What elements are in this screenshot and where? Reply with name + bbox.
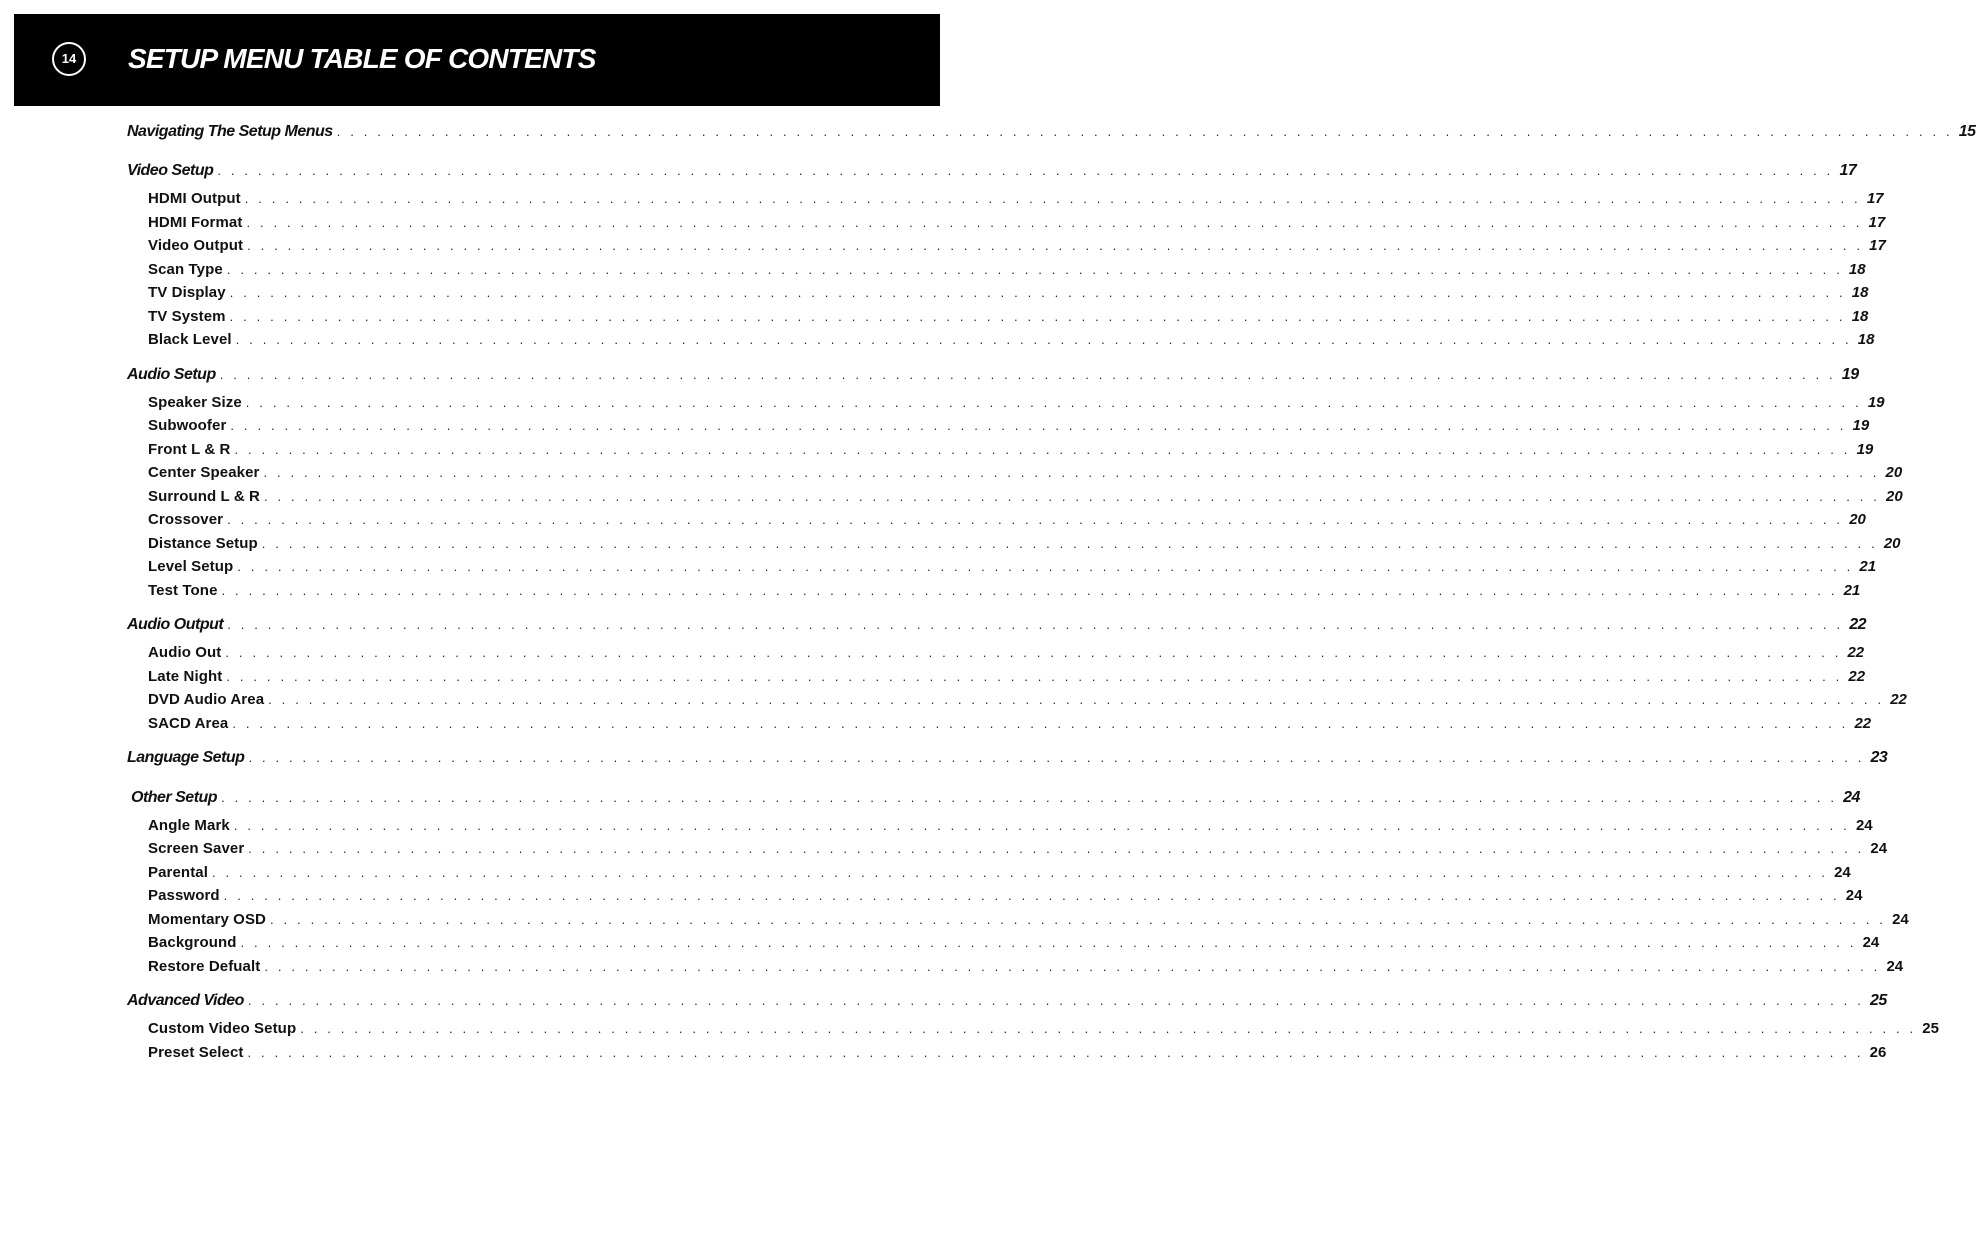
toc-entry-label: Background xyxy=(148,934,237,951)
toc-entry-page-number: 20 xyxy=(1885,464,1903,481)
toc-entry-front-l-r xyxy=(148,441,1874,463)
toc-entry-test-tone xyxy=(148,582,1861,604)
toc-entry-page-number: 24 xyxy=(1855,817,1873,834)
toc-entry-page-number: 19 xyxy=(1852,417,1870,434)
toc-entry-sacd-area xyxy=(148,715,1872,737)
toc-entry-label: Scan Type xyxy=(148,261,223,278)
dot-leader: . . . . . . . . . . . . . . . . . . . . . . . . . . . . . . . . . . . . . . . . . . . . . . . . . . . . . . . . . . . . . . . . . . . . . . . . . . . . . . . . . . . . . . . . . . . . . . . . . . . . . . . . . . . . . . . . . . . . . . . . xyxy=(219,367,1836,382)
toc-entry-label: Crossover xyxy=(148,511,224,528)
toc-entry-label: Advanced Video xyxy=(127,992,244,1009)
toc-entry-label: Center Speaker xyxy=(148,464,260,481)
dot-leader: . . . . . . . . . . . . . . . . . . . . . . . . . . . . . . . . . . . . . . . . . . . . . . . . . . . . . . . . . . . . . . . . . . . . . . . . . . . . . . . . . . . . . . . . . . . . . . . . . . . . . . . . . . . . . . . . . . . . . . . . xyxy=(246,215,1863,230)
toc-entry-page-number: 17 xyxy=(1868,214,1886,231)
toc-entry-label: Distance Setup xyxy=(148,535,258,552)
toc-entry-dvd-audio-area xyxy=(148,691,1907,713)
dot-leader: . . . . . . . . . . . . . . . . . . . . . . . . . . . . . . . . . . . . . . . . . . . . . . . . . . . . . . . . . . . . . . . . . . . . . . . . . . . . . . . . . . . . . . . . . . . . . . . . . . . . . . . . . . . . . . . . . . . . . . . . xyxy=(229,309,1846,324)
dot-leader: . . . . . . . . . . . . . . . . . . . . . . . . . . . . . . . . . . . . . . . . . . . . . . . . . . . . . . . . . . . . . . . . . . . . . . . . . . . . . . . . . . . . . . . . . . . . . . . . . . . . . . . . . . . . . . . . . . . . . . . . xyxy=(221,583,1838,598)
dot-leader: . . . . . . . . . . . . . . . . . . . . . . . . . . . . . . . . . . . . . . . . . . . . . . . . . . . . . . . . . . . . . . . . . . . . . . . . . . . . . . . . . . . . . . . . . . . . . . . . . . . . . . . . . . . . . . . . . . . . . . . . xyxy=(234,442,1851,457)
dot-leader: . . . . . . . . . . . . . . . . . . . . . . . . . . . . . . . . . . . . . . . . . . . . . . . . . . . . . . . . . . . . . . . . . . . . . . . . . . . . . . . . . . . . . . . . . . . . . . . . . . . . . . . . . . . . . . . . . . . . . . . . xyxy=(245,395,1862,410)
toc-entry-page-number: 18 xyxy=(1848,261,1866,278)
dot-leader: . . . . . . . . . . . . . . . . . . . . . . . . . . . . . . . . . . . . . . . . . . . . . . . . . . . . . . . . . . . . . . . . . . . . . . . . . . . . . . . . . . . . . . . . . . . . . . . . . . . . . . . . . . . . . . . . . . . . . . . . xyxy=(247,993,1864,1008)
toc-entry-page-number: 25 xyxy=(1922,1020,1939,1037)
toc-entry-video-output xyxy=(148,237,1886,259)
dot-leader: . . . . . . . . . . . . . . . . . . . . . . . . . . . . . . . . . . . . . . . . . . . . . . . . . . . . . . . . . . . . . . . . . . . . . . . . . . . . . . . . . . . . . . . . . . . . . . . . . . . . . . . . . . . . . . . . . . . . . . . . xyxy=(261,536,1878,551)
toc-entry-page-number: 17 xyxy=(1866,190,1884,207)
toc-entry-page-number: 19 xyxy=(1841,366,1859,383)
toc-entry-label: Front L & R xyxy=(148,441,231,458)
toc-entry-page-number: 18 xyxy=(1851,308,1869,325)
toc-entry-page-number: 19 xyxy=(1856,441,1874,458)
toc-entry-page-number: 22 xyxy=(1890,691,1907,708)
toc-entry-page-number: 24 xyxy=(1834,864,1851,881)
dot-leader: . . . . . . . . . . . . . . . . . . . . . . . . . . . . . . . . . . . . . . . . . . . . . . . . . . . . . . . . . . . . . . . . . . . . . . . . . . . . . . . . . . . . . . . . . . . . . . . . . . . . . . . . . . . . . . . . . . . . . . . . xyxy=(268,692,1885,707)
dot-leader: . . . . . . . . . . . . . . . . . . . . . . . . . . . . . . . . . . . . . . . . . . . . . . . . . . . . . . . . . . . . . . . . . . . . . . . . . . . . . . . . . . . . . . . . . . . . . . . . . . . . . . . . . . . . . . . . . . . . . . . . xyxy=(225,645,1842,660)
toc-entry-label: Custom Video Setup xyxy=(148,1020,297,1037)
toc-entry-page-number: 24 xyxy=(1845,887,1863,904)
toc-entry-label: Video Output xyxy=(148,237,244,254)
toc-entry-background xyxy=(148,934,1880,956)
dot-leader: . . . . . . . . . . . . . . . . . . . . . . . . . . . . . . . . . . . . . . . . . . . . . . . . . . . . . . . . . . . . . . . . . . . . . . . . . . . . . . . . . . . . . . . . . . . . . . . . . . . . . . . . . . . . . . . . . . . . . . . . xyxy=(217,163,1834,178)
toc-entry-page-number: 21 xyxy=(1843,582,1861,599)
toc-entry-label: Screen Saver xyxy=(148,840,245,857)
toc-entry-subwoofer xyxy=(148,417,1870,439)
toc-entry-label: Angle Mark xyxy=(148,817,230,834)
dot-leader: . . . . . . . . . . . . . . . . . . . . . . . . . . . . . . . . . . . . . . . . . . . . . . . . . . . . . . . . . . . . . . . . . . . . . . . . . . . . . . . . . . . . . . . . . . . . . . . . . . . . . . . . . . . . . . . . . . . . . . . . xyxy=(247,238,1864,253)
dot-leader: . . . . . . . . . . . . . . . . . . . . . . . . . . . . . . . . . . . . . . . . . . . . . . . . . . . . . . . . . . . . . . . . . . . . . . . . . . . . . . . . . . . . . . . . . . . . . . . . . . . . . . . . . . . . . . . . . . . . . . . . xyxy=(248,750,1865,765)
toc-entry-label: Test Tone xyxy=(148,582,218,599)
toc-entry-page-number: 22 xyxy=(1847,644,1865,661)
toc-entry-crossover xyxy=(148,511,1866,533)
toc-entry-page-number: 17 xyxy=(1839,162,1857,179)
dot-leader: . . . . . . . . . . . . . . . . . . . . . . . . . . . . . . . . . . . . . . . . . . . . . . . . . . . . . . . . . . . . . . . . . . . . . . . . . . . . . . . . . . . . . . . . . . . . . . . . . . . . . . . . . . . . . . . . . . . . . . . . xyxy=(247,1045,1864,1060)
toc-entry-center-speaker xyxy=(148,464,1903,486)
toc-entry-page-number: 20 xyxy=(1883,535,1901,552)
toc-entry-page-number: 19 xyxy=(1867,394,1885,411)
toc-entry-surround-l-r xyxy=(148,488,1903,510)
toc-entry-label: Restore Defualt xyxy=(148,958,261,975)
dot-leader: . . . . . . . . . . . . . . . . . . . . . . . . . . . . . . . . . . . . . . . . . . . . . . . . . . . . . . . . . . . . . . . . . . . . . . . . . . . . . . . . . . . . . . . . . . . . . . . . . . . . . . . . . . . . . . . . . . . . . . . . xyxy=(221,790,1838,805)
dot-leader: . . . . . . . . . . . . . . . . . . . . . . . . . . . . . . . . . . . . . . . . . . . . . . . . . . . . . . . . . . . . . . . . . . . . . . . . . . . . . . . . . . . . . . . . . . . . . . . . . . . . . . . . . . . . . . . . . . . . . . . . xyxy=(270,912,1887,927)
toc-entry-audio-setup xyxy=(127,366,1859,388)
toc-entry-level-setup xyxy=(148,558,1877,580)
dot-leader: . . . . . . . . . . . . . . . . . . . . . . . . . . . . . . . . . . . . . . . . . . . . . . . . . . . . . . . . . . . . . . . . . . . . . . . . . . . . . . . . . . . . . . . . . . . . . . . . . . . . . . . . . . . . . . . . . . . . . . . . xyxy=(300,1021,1917,1036)
toc-entry-page-number: 17 xyxy=(1869,237,1886,254)
toc-entry-scan-type xyxy=(148,261,1866,283)
toc-entry-page-number: 22 xyxy=(1848,668,1866,685)
dot-leader: . . . . . . . . . . . . . . . . . . . . . . . . . . . . . . . . . . . . . . . . . . . . . . . . . . . . . . . . . . . . . . . . . . . . . . . . . . . . . . . . . . . . . . . . . . . . . . . . . . . . . . . . . . . . . . . . . . . . . . . . xyxy=(226,669,1843,684)
toc-entry-label: Other Setup xyxy=(131,789,218,806)
toc-entry-page-number: 26 xyxy=(1869,1044,1887,1061)
toc-entry-page-number: 21 xyxy=(1859,558,1877,575)
dot-leader: . . . . . . . . . . . . . . . . . . . . . . . . . . . . . . . . . . . . . . . . . . . . . . . . . . . . . . . . . . . . . . . . . . . . . . . . . . . . . . . . . . . . . . . . . . . . . . . . . . . . . . . . . . . . . . . . . . . . . . . . xyxy=(240,935,1857,950)
toc-entry-label: Late Night xyxy=(148,668,223,685)
dot-leader: . . . . . . . . . . . . . . . . . . . . . . . . . . . . . . . . . . . . . . . . . . . . . . . . . . . . . . . . . . . . . . . . . . . . . . . . . . . . . . . . . . . . . . . . . . . . . . . . . . . . . . . . . . . . . . . . . . . . . . . . xyxy=(223,888,1840,903)
toc-entry-video-setup xyxy=(127,162,1857,184)
dot-leader: . . . . . . . . . . . . . . . . . . . . . . . . . . . . . . . . . . . . . . . . . . . . . . . . . . . . . . . . . . . . . . . . . . . . . . . . . . . . . . . . . . . . . . . . . . . . . . . . . . . . . . . . . . . . . . . . . . . . . . . . xyxy=(244,191,1861,206)
page-title: SETUP MENU TABLE OF CONTENTS xyxy=(128,43,596,74)
toc-entry-page-number: 24 xyxy=(1892,911,1909,928)
toc-entry-page-number: 24 xyxy=(1886,958,1904,975)
toc-entry-label: Level Setup xyxy=(148,558,234,575)
toc-entry-audio-out xyxy=(148,644,1865,666)
toc-entry-other-setup xyxy=(131,789,1860,811)
toc-entry-label: SACD Area xyxy=(148,715,229,732)
dot-leader: . . . . . . . . . . . . . . . . . . . . . . . . . . . . . . . . . . . . . . . . . . . . . . . . . . . . . . . . . . . . . . . . . . . . . . . . . . . . . . . . . . . . . . . . . . . . . . . . . . . . . . . . . . . . . . . . . . . . . . . . xyxy=(227,617,1844,632)
dot-leader: . . . . . . . . . . . . . . . . . . . . . . . . . . . . . . . . . . . . . . . . . . . . . . . . . . . . . . . . . . . . . . . . . . . . . . . . . . . . . . . . . . . . . . . . . . . . . . . . . . . . . . . . . . . . . . . . . . . . . . . . xyxy=(264,959,1881,974)
dot-leader: . . . . . . . . . . . . . . . . . . . . . . . . . . . . . . . . . . . . . . . . . . . . . . . . . . . . . . . . . . . . . . . . . . . . . . . . . . . . . . . . . . . . . . . . . . . . . . . . . . . . . . . . . . . . . . . . . . . . . . . . xyxy=(263,465,1880,480)
toc-entry-momentary-osd xyxy=(148,911,1909,933)
dot-leader: . . . . . . . . . . . . . . . . . . . . . . . . . . . . . . . . . . . . . . . . . . . . . . . . . . . . . . . . . . . . . . . . . . . . . . . . . . . . . . . . . . . . . . . . . . . . . . . . . . . . . . . . . . . . . . . . . . . . . . . . xyxy=(232,716,1849,731)
toc-entry-label: Black Level xyxy=(148,331,232,348)
toc-entry-speaker-size xyxy=(148,394,1885,416)
toc-entry-page-number: 24 xyxy=(1843,789,1860,806)
toc-entry-page-number: 20 xyxy=(1849,511,1866,528)
dot-leader: . . . . . . . . . . . . . . . . . . . . . . . . . . . . . . . . . . . . . . . . . . . . . . . . . . . . . . . . . . . . . . . . . . . . . . . . . . . . . . . . . . . . . . . . . . . . . . . . . . . . . . . . . . . . . . . . . . . . . . . . xyxy=(237,559,1854,574)
toc-entry-angle-mark xyxy=(148,817,1873,839)
toc-entry-label: HDMI Output xyxy=(148,190,241,207)
toc-entry-label: TV Display xyxy=(148,284,226,301)
toc-entry-label: Subwoofer xyxy=(148,417,227,434)
toc-entry-audio-output xyxy=(127,616,1867,638)
dot-leader: . . . . . . . . . . . . . . . . . . . . . . . . . . . . . . . . . . . . . . . . . . . . . . . . . . . . . . . . . . . . . . . . . . . . . . . . . . . . . . . . . . . . . . . . . . . . . . . . . . . . . . . . . . . . . . . . . . . . . . . . xyxy=(336,124,1953,139)
dot-leader: . . . . . . . . . . . . . . . . . . . . . . . . . . . . . . . . . . . . . . . . . . . . . . . . . . . . . . . . . . . . . . . . . . . . . . . . . . . . . . . . . . . . . . . . . . . . . . . . . . . . . . . . . . . . . . . . . . . . . . . . xyxy=(229,285,1846,300)
toc-entry-label: Momentary OSD xyxy=(148,911,266,928)
toc-entry-restore-defualt xyxy=(148,958,1904,980)
toc-entry-label: Surround L & R xyxy=(148,488,260,505)
dot-leader: . . . . . . . . . . . . . . . . . . . . . . . . . . . . . . . . . . . . . . . . . . . . . . . . . . . . . . . . . . . . . . . . . . . . . . . . . . . . . . . . . . . . . . . . . . . . . . . . . . . . . . . . . . . . . . . . . . . . . . . . xyxy=(233,818,1850,833)
toc-entry-page-number: 25 xyxy=(1869,992,1887,1009)
toc-entry-label: Video Setup xyxy=(127,162,214,179)
dot-leader: . . . . . . . . . . . . . . . . . . . . . . . . . . . . . . . . . . . . . . . . . . . . . . . . . . . . . . . . . . . . . . . . . . . . . . . . . . . . . . . . . . . . . . . . . . . . . . . . . . . . . . . . . . . . . . . . . . . . . . . . xyxy=(226,262,1843,277)
toc-entry-page-number: 18 xyxy=(1851,284,1869,301)
toc-entry-tv-display xyxy=(148,284,1869,306)
toc-entry-page-number: 22 xyxy=(1854,715,1872,732)
toc-entry-label: DVD Audio Area xyxy=(148,691,265,708)
toc-entry-label: Preset Select xyxy=(148,1044,244,1061)
dot-leader: . . . . . . . . . . . . . . . . . . . . . . . . . . . . . . . . . . . . . . . . . . . . . . . . . . . . . . . . . . . . . . . . . . . . . . . . . . . . . . . . . . . . . . . . . . . . . . . . . . . . . . . . . . . . . . . . . . . . . . . . xyxy=(230,418,1847,433)
toc-entry-label: Audio Out xyxy=(148,644,222,661)
toc-entry-label: Parental xyxy=(148,864,208,881)
toc-entry-label: TV System xyxy=(148,308,226,325)
toc-entry-tv-system xyxy=(148,308,1869,330)
toc-entry-parental xyxy=(148,864,1851,886)
toc-entry-label: Audio Output xyxy=(127,616,224,633)
dot-leader: . . . . . . . . . . . . . . . . . . . . . . . . . . . . . . . . . . . . . . . . . . . . . . . . . . . . . . . . . . . . . . . . . . . . . . . . . . . . . . . . . . . . . . . . . . . . . . . . . . . . . . . . . . . . . . . . . . . . . . . . xyxy=(235,332,1852,347)
page-number-badge: 14 xyxy=(52,42,86,76)
toc-entry-label: Password xyxy=(148,887,220,904)
toc-entry-page-number: 20 xyxy=(1886,488,1903,505)
toc-entry-label: Language Setup xyxy=(127,749,245,766)
toc-entry-password xyxy=(148,887,1863,909)
dot-leader: . . . . . . . . . . . . . . . . . . . . . . . . . . . . . . . . . . . . . . . . . . . . . . . . . . . . . . . . . . . . . . . . . . . . . . . . . . . . . . . . . . . . . . . . . . . . . . . . . . . . . . . . . . . . . . . . . . . . . . . . xyxy=(212,865,1829,880)
dot-leader: . . . . . . . . . . . . . . . . . . . . . . . . . . . . . . . . . . . . . . . . . . . . . . . . . . . . . . . . . . . . . . . . . . . . . . . . . . . . . . . . . . . . . . . . . . . . . . . . . . . . . . . . . . . . . . . . . . . . . . . . xyxy=(263,489,1881,504)
toc-entry-distance-setup xyxy=(148,535,1901,557)
toc-entry-label: HDMI Format xyxy=(148,214,243,231)
toc-entry-page-number: 24 xyxy=(1862,934,1880,951)
toc-entry-page-number: 18 xyxy=(1857,331,1875,348)
toc-entry-label: Audio Setup xyxy=(127,366,216,383)
toc-entry-label: Navigating The Setup Menus xyxy=(127,123,333,140)
toc-entry-advanced-video xyxy=(127,992,1887,1014)
toc-entry-custom-video-setup xyxy=(148,1020,1939,1042)
toc-entry-label: Speaker Size xyxy=(148,394,242,411)
toc-entry-late-night xyxy=(148,668,1866,690)
toc-entry-navigating-the-setup-menus xyxy=(127,123,1976,145)
toc-entry-hdmi-format xyxy=(148,214,1886,236)
toc-entry-page-number: 24 xyxy=(1870,840,1888,857)
toc-entry-black-level xyxy=(148,331,1875,353)
toc-entry-page-number: 15 xyxy=(1958,123,1976,140)
toc-entry-screen-saver xyxy=(148,840,1888,862)
toc-entry-hdmi-output xyxy=(148,190,1884,212)
toc-entry-language-setup xyxy=(127,749,1888,771)
dot-leader: . . . . . . . . . . . . . . . . . . . . . . . . . . . . . . . . . . . . . . . . . . . . . . . . . . . . . . . . . . . . . . . . . . . . . . . . . . . . . . . . . . . . . . . . . . . . . . . . . . . . . . . . . . . . . . . . . . . . . . . . xyxy=(227,512,1844,527)
toc-entry-preset-select xyxy=(148,1044,1887,1066)
toc-entry-page-number: 22 xyxy=(1849,616,1867,633)
dot-leader: . . . . . . . . . . . . . . . . . . . . . . . . . . . . . . . . . . . . . . . . . . . . . . . . . . . . . . . . . . . . . . . . . . . . . . . . . . . . . . . . . . . . . . . . . . . . . . . . . . . . . . . . . . . . . . . . . . . . . . . . xyxy=(248,841,1865,856)
toc-entry-page-number: 23 xyxy=(1870,749,1888,766)
